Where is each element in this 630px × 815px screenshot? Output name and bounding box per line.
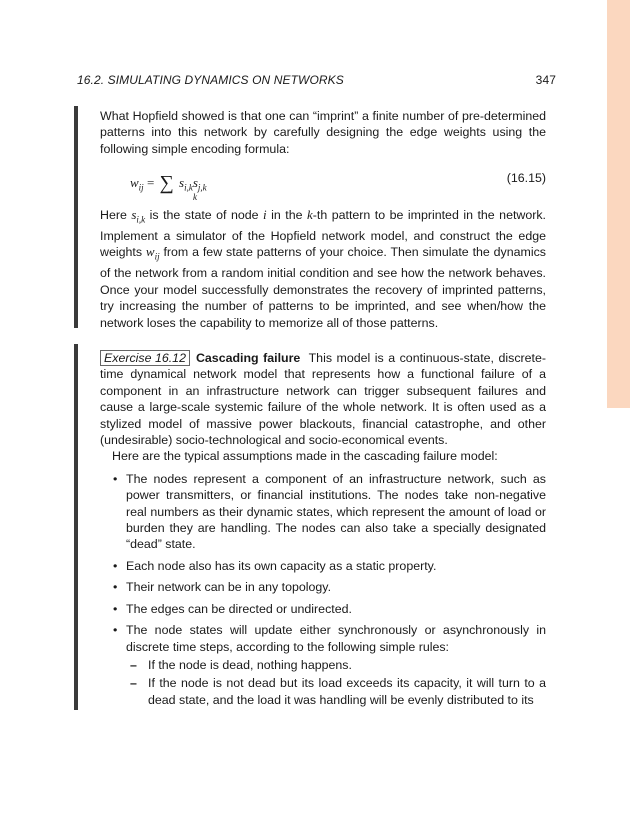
eq-term1-sub: i,k: [184, 182, 193, 193]
rule-item: – If the node is not dead but its load exceeds its capacity, it will turn to a dead state, and the load it was handling will be evenly distributed to its: [126, 675, 546, 708]
assumption-item-text: The node states will update either synchronously or asynchronously in discrete time steps, according to the following simple rules:: [126, 623, 546, 654]
equation-formula: [130, 170, 207, 202]
hopfield-intro: [100, 108, 546, 157]
running-head: [77, 73, 556, 87]
assumption-item: • Their network can be in any topology.: [100, 579, 546, 595]
rule-list: [126, 657, 546, 708]
exercise-16-12: [100, 350, 546, 713]
section-title: 16.2. SIMULATING DYNAMICS ON NETWORKS: [77, 73, 344, 87]
chapter-side-tab: [607, 0, 630, 408]
hopfield-exercise-body: [100, 207, 546, 331]
eq-term1: s: [179, 175, 185, 190]
equation-16-15: [100, 162, 546, 202]
hopfield-intro-text: What Hopfield showed is that one can “imprint” a finite number of pre-determined patterns into this network by carefully designing the edge weights using the following simple encoding formula:: [100, 109, 546, 156]
math-s-ik: [131, 207, 146, 225]
page-number: 347: [535, 73, 556, 87]
assumption-item: [100, 622, 546, 708]
exercise-lead: Here are the typical assumptions made in the cascading failure model:: [112, 449, 498, 464]
exercise-margin-bar: [74, 344, 78, 710]
body-seg4: -th pattern to be imprinted in the network. Implement a simulator of the Hopfield network model, and construct the edge weights: [100, 208, 547, 260]
eq-term2-sub: j,k: [197, 182, 207, 193]
exercise-title: Cascading failure: [195, 351, 301, 365]
assumption-item: • The nodes represent a component of an infrastructure network, such as power transmitters, or financial institutions. The nodes take non-negative real numbers as their dynamic states, which represent the amount of load or burden they are handling. The nodes can also take a specially designated “dead” state.: [100, 471, 546, 553]
equation-number: (16.15): [506, 171, 546, 185]
math-s-sub: i,k: [136, 214, 146, 225]
body-seg2: is the state of node: [145, 208, 264, 222]
math-w: w: [145, 244, 155, 260]
math-k: k: [307, 207, 313, 222]
math-w-sub: ij: [154, 252, 160, 262]
eq-term2: s: [192, 175, 198, 190]
hopfield-margin-bar: [74, 106, 78, 328]
exercise-label: Exercise 16.12: [100, 350, 190, 366]
eq-equals: =: [146, 175, 155, 190]
eq-lhs-sub: ij: [138, 182, 144, 193]
body-seg1: Here: [100, 208, 132, 222]
body-seg5: from a few state patterns of your choice. Then simulate the dynamics of the network from a random initial condition and see how the network behaves. Once your model successfully demonstrates the recovery of imprinted patterns, try increasing the number of patterns to be imprinted, and see when/how the network loses the capability to memorize all of those patterns.: [100, 245, 546, 330]
eq-lhs: w: [130, 175, 139, 190]
math-w-ij: [145, 244, 160, 262]
eq-sum-symbol: ∑: [159, 172, 174, 194]
exercise-paragraph: [100, 350, 546, 448]
assumption-item: • The edges can be directed or undirected.: [100, 601, 546, 617]
assumption-item: • Each node also has its own capacity as a static property.: [100, 558, 546, 574]
exercise-text: This model is a continuous-state, discrete-time dynamical network model that represents how a functional failure of a component in an infrastructure network can trigger subsequent failures and cause a large-scale systemic failure of the whole network. It is often used as a stylized model of massive power blackouts, financial catastrophe, and other (undesirable) socio-technological and socio-economical events.: [100, 351, 546, 448]
assumption-list: [100, 471, 546, 708]
math-i: i: [263, 207, 267, 222]
hopfield-body-text: [100, 207, 546, 331]
rule-item: – If the node is dead, nothing happens.: [126, 657, 546, 673]
eq-sum-index: k: [193, 192, 197, 202]
math-s: s: [131, 207, 137, 222]
body-seg3: in the: [266, 208, 307, 222]
